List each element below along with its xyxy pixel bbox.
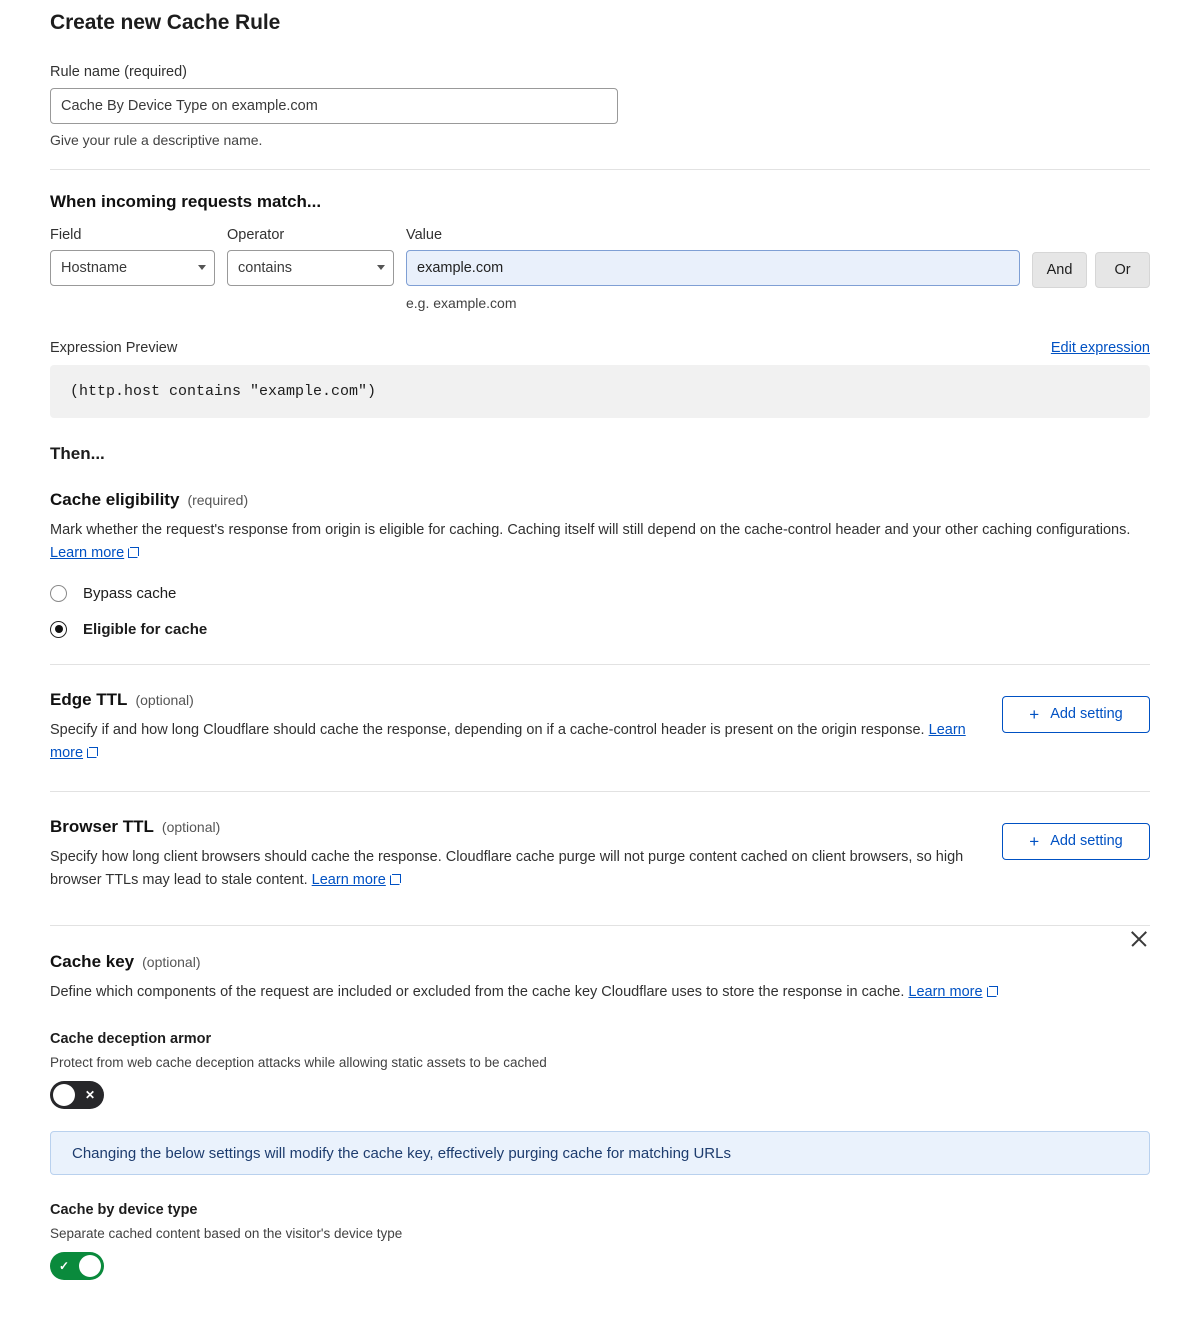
plus-icon: + <box>1029 704 1040 724</box>
browser-ttl-learn-more-link[interactable]: Learn more <box>311 872 386 889</box>
cache-key-section-header <box>50 926 1150 1004</box>
divider <box>50 664 1150 665</box>
browser-ttl-title: Browser TTL <box>50 816 154 836</box>
and-or-group <box>1032 227 1150 288</box>
browser-ttl-description <box>50 846 1002 893</box>
browser-ttl-description-text: Specify how long client browsers should cache the response. Cloudflare cache purge will not purge content cached on client browsers, so high browser TTLs may lead to stale content. <box>50 848 964 889</box>
edge-ttl-title: Edge TTL <box>50 689 128 709</box>
expression-preview-box <box>50 365 1150 418</box>
cache-key-description <box>50 981 998 1004</box>
rule-name-help: Give your rule a descriptive name. <box>50 132 263 148</box>
cache-eligibility-description <box>50 519 1150 566</box>
field-column <box>50 227 215 286</box>
cache-key-notice <box>50 1131 1150 1175</box>
edit-expression-link[interactable]: Edit expression <box>1050 340 1150 356</box>
field-label: Field <box>50 227 82 243</box>
cache-deception-armor-toggle[interactable] <box>50 1081 104 1109</box>
cache-deception-armor-title: Cache deception armor <box>50 1031 212 1048</box>
divider <box>50 791 1150 792</box>
external-link-icon <box>390 874 401 885</box>
edge-ttl-text <box>50 690 1002 766</box>
field-select[interactable] <box>50 250 215 286</box>
match-heading: When incoming requests match... <box>50 192 322 211</box>
value-column <box>406 227 1020 311</box>
cache-key-notice-text: Changing the below settings will modify the cache key, effectively purging cache for matching URLs <box>72 1144 731 1162</box>
value-hint: e.g. example.com <box>406 295 517 311</box>
operator-label: Operator <box>227 227 285 243</box>
edge-ttl-heading <box>50 690 1002 710</box>
value-label: Value <box>406 227 443 243</box>
cache-key-learn-more-link[interactable]: Learn more <box>908 983 983 1000</box>
external-link-icon <box>87 747 98 758</box>
chevron-down-icon <box>198 265 206 270</box>
browser-ttl-section <box>50 817 1150 893</box>
edge-ttl-add-setting-label: Add setting <box>1050 706 1123 723</box>
rule-name-input[interactable] <box>50 88 618 124</box>
radio-icon[interactable] <box>50 585 67 602</box>
then-heading: Then... <box>50 444 105 463</box>
external-link-icon <box>128 547 139 558</box>
value-input[interactable] <box>406 250 1020 286</box>
cache-by-device-type-toggle[interactable] <box>50 1252 104 1280</box>
cache-by-device-type-title: Cache by device type <box>50 1202 198 1219</box>
cache-eligibility-title: Cache eligibility <box>50 490 180 509</box>
cache-key-qualifier: (optional) <box>142 953 201 970</box>
or-button[interactable]: Or <box>1095 252 1150 288</box>
radio-selected-icon[interactable] <box>50 621 67 638</box>
expression-preview-label: Expression Preview <box>50 340 178 356</box>
edge-ttl-section <box>50 690 1150 766</box>
browser-ttl-add-setting-button[interactable] <box>1002 823 1150 860</box>
radio-bypass-cache-label: Bypass cache <box>83 584 177 602</box>
cache-deception-armor-description: Protect from web cache deception attacks while allowing static assets to be cached <box>50 1055 547 1071</box>
field-select-value: Hostname <box>61 260 128 276</box>
cache-by-device-type-description: Separate cached content based on the visitor's device type <box>50 1226 403 1242</box>
radio-eligible-for-cache[interactable] <box>50 621 1150 638</box>
toggle-knob <box>53 1084 75 1106</box>
and-button[interactable]: And <box>1032 252 1087 288</box>
cache-eligibility-qualifier: (required) <box>187 492 249 508</box>
cache-eligibility-heading <box>50 490 1150 510</box>
edge-ttl-add-setting-button[interactable] <box>1002 696 1150 733</box>
expression-header <box>50 340 1150 356</box>
cache-key-title: Cache key <box>50 951 135 971</box>
operator-select-value: contains <box>238 260 293 276</box>
edge-ttl-description <box>50 719 1002 766</box>
expression-preview-text: (http.host contains "example.com") <box>70 383 377 400</box>
browser-ttl-heading <box>50 817 1002 837</box>
cache-eligibility-description-text: Mark whether the request's response from origin is eligible for caching. Caching itself will still depend on the cache-control header and your other caching configurations. <box>50 522 1131 538</box>
edge-ttl-description-text: Specify if and how long Cloudflare should cache the response, depending on if a cache-control header is present on the origin response. <box>50 721 925 738</box>
cache-key-text <box>50 926 998 1004</box>
divider <box>50 169 1150 170</box>
browser-ttl-text <box>50 817 1002 893</box>
match-row <box>50 227 1150 311</box>
edge-ttl-qualifier: (optional) <box>135 691 194 708</box>
toggle-knob <box>79 1255 101 1277</box>
toggle-on-icon: ✓ <box>59 1259 70 1274</box>
radio-eligible-for-cache-label: Eligible for cache <box>83 620 208 638</box>
cache-key-description-text: Define which components of the request are included or excluded from the cache key Cloudflare uses to store the response in cache. <box>50 983 905 1000</box>
browser-ttl-qualifier: (optional) <box>161 818 221 835</box>
page-title: Create new Cache Rule <box>50 11 281 34</box>
plus-icon: + <box>1029 831 1040 851</box>
rule-name-label: Rule name (required) <box>50 64 188 80</box>
close-icon[interactable] <box>1128 928 1150 950</box>
toggle-off-icon: ✕ <box>84 1088 95 1103</box>
chevron-down-icon <box>377 265 385 270</box>
operator-column <box>227 227 394 286</box>
cache-eligibility-learn-more-link[interactable]: Learn more <box>50 545 125 562</box>
operator-select[interactable] <box>227 250 394 286</box>
browser-ttl-add-setting-label: Add setting <box>1050 833 1123 850</box>
external-link-icon <box>987 986 998 997</box>
radio-bypass-cache[interactable] <box>50 585 1150 602</box>
cache-key-heading <box>50 952 998 972</box>
edge-ttl-learn-more-link[interactable]: Learn more <box>50 721 966 762</box>
